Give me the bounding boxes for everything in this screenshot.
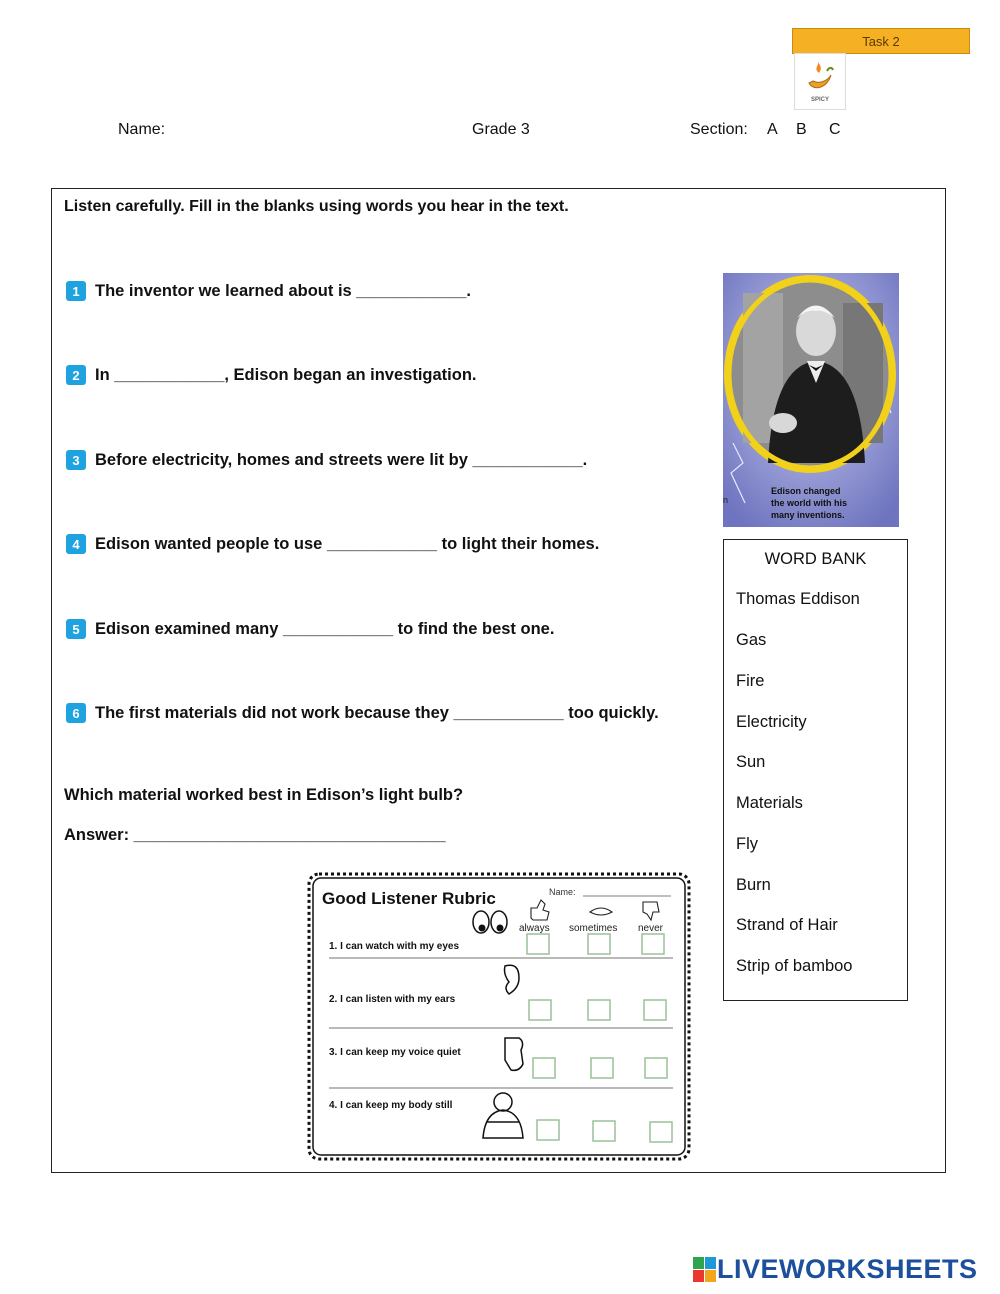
word-bank-item: Materials [736,794,803,812]
section-option-a[interactable]: A [767,121,778,138]
svg-text:n: n [723,495,729,505]
question-text: In ____________, Edison began an investigation. [95,365,477,384]
question-6 [66,703,659,723]
chili-icon [803,61,837,95]
logo-blocks-icon [693,1257,717,1283]
question-3 [66,450,587,470]
answer-field[interactable]: Answer: __________________________________ [64,826,446,844]
word-bank-item: Strand of Hair [736,916,838,934]
rubric-col-sometimes: sometimes [569,923,618,934]
number-badge-icon: 1 [66,281,86,301]
number-badge-icon: 3 [66,450,86,470]
word-bank-item: Fire [736,672,765,690]
question-text: The first materials did not work because they ____________ too quickly. [95,703,659,722]
question-text: Edison examined many ____________ to find the best one. [95,619,555,638]
question-1 [66,281,471,301]
spicy-label: SPICY [810,96,829,103]
edison-photo [723,273,899,527]
rubric-col-always: always [519,923,550,934]
word-bank-item: Gas [736,631,767,649]
question-text: Before electricity, homes and streets were lit by ____________. [95,450,588,469]
rubric-col-never: never [638,923,664,934]
section-option-b[interactable]: B [796,121,807,138]
instructions: Listen carefully. Fill in the blanks using words you hear in the text. [64,198,569,215]
number-badge-icon: 4 [66,534,86,554]
rubric-row-2: 2. I can listen with my ears [329,994,456,1005]
section-label: Section: [690,121,748,138]
number-badge-icon: 5 [66,619,86,639]
word-bank-item: Fly [736,835,758,853]
rubric-title: Good Listener Rubric [322,889,496,908]
question-2 [66,365,476,385]
section-option-c[interactable]: C [829,121,841,138]
word-bank-item: Thomas Eddison [736,590,860,608]
spicy-chili-icon [794,53,846,110]
word-bank-item: Electricity [736,713,807,731]
name-label: Name: [118,121,166,138]
good-listener-rubric [305,870,693,1163]
task-label: Task 2 [862,33,900,49]
question-text: Edison wanted people to use ____________ to light their homes. [95,534,600,553]
question-5 [66,619,554,639]
word-bank-item: Strip of bamboo [736,957,853,975]
photo-caption-line-1: Edison changed [771,486,841,496]
grade-label: Grade 3 [472,121,530,138]
word-bank-title: WORD BANK [764,550,867,568]
rubric-name-label: Name: [549,887,576,897]
liveworksheets-logo [693,1254,978,1285]
photo-caption-line-2: the world with his [771,498,847,508]
word-bank [723,539,908,1001]
rubric-row-1: 1. I can watch with my eyes [329,941,460,952]
logo-text: LIVEWORKSHEETS [717,1254,978,1284]
number-badge-icon: 6 [66,703,86,723]
photo-caption-line-3: many inventions. [771,510,845,520]
rubric-row-4: 4. I can keep my body still [329,1100,453,1111]
number-badge-icon: 2 [66,365,86,385]
word-bank-item: Burn [736,876,771,894]
rubric-row-3: 3. I can keep my voice quiet [329,1047,461,1058]
final-question: Which material worked best in Edison’s light bulb? [64,786,464,804]
question-text: The inventor we learned about is ____________. [95,281,472,300]
question-4 [66,534,599,554]
task-badge [792,28,970,54]
word-bank-item: Sun [736,753,766,771]
